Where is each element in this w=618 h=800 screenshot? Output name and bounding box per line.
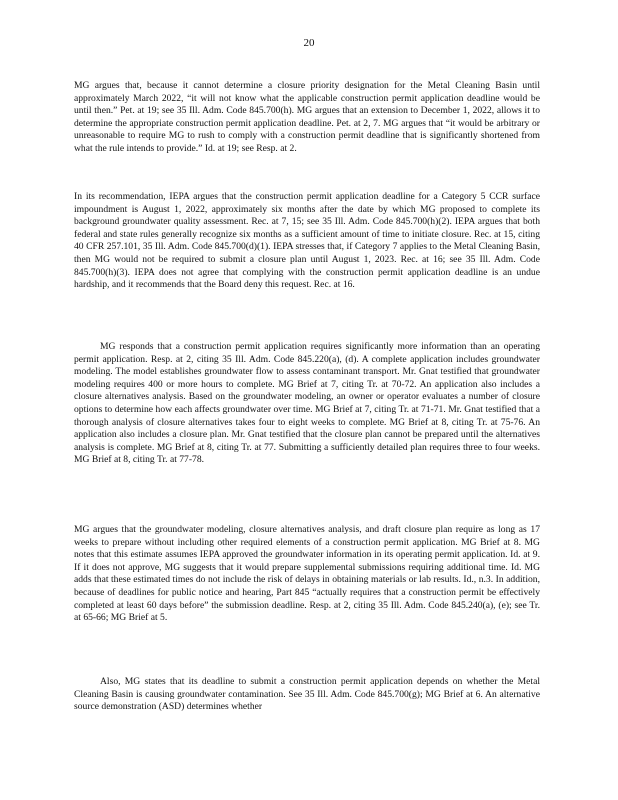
paragraph-2: In its recommendation, IEPA argues that the construction permit application deadline for a Category 5 CCR surface impoundment is August 1, 2022, approximately six months after the date by which MG proposed to complete its background groundwater quality assessment. Rec. at 7, 15; see 35 Ill. Adm. Code 845.700(h)(2). IEPA argues that both federal and state rules generally recognize six months as a sufficient amount of time to initiate closure. Rec. at 15, citing 40 CFR 257.101, 35 Ill. Adm. Code 845.700(d)(1). IEPA stresses that, if Category 7 applies to the Metal Cleaning Basin, then MG would not be required to submit a closure plan until August 1, 2023. Rec. at 16; see 35 Ill. Adm. Code 845.700(h)(3). IEPA does not agree that complying with the construction permit application deadline is an undue hardship, and it recommends that the Board deny this request. Rec. at 16. bbox=[74, 191, 540, 291]
paragraph-3: MG responds that a construction permit application requires significantly more information than an operating permit application. Resp. at 2, citing 35 Ill. Adm. Code 845.220(a), (d). A complete application includes groundwater modeling. The model establishes groundwater flow to assess contaminant transport. Mr. Gnat testified that groundwater modeling requires 400 or more hours to complete. MG Brief at 7, citing Tr. at 70-72. An application also includes a closure alternatives analysis. Based on the groundwater modeling, an owner or operator evaluates a number of closure options to determine how each affects groundwater over time. MG Brief at 7, citing Tr. at 71-71. Mr. Gnat testified that a thorough analysis of closure alternatives takes four to eight weeks to complete. MG Brief at 8, citing Tr. at 75-76. An application also includes a closure plan. Mr. Gnat testified that the closure plan cannot be prepared until the alternatives analysis is complete. MG Brief at 8, citing Tr. at 77. Submitting a sufficiently detailed plan requires three to four weeks. MG Brief at 8, citing Tr. at 77-78. bbox=[74, 341, 540, 466]
paragraph-5: Also, MG states that its deadline to submit a construction permit application depends on whether the Metal Cleaning Basin is causing groundwater contamination. See 35 Ill. Adm. Code 845.700(g); MG Brief at 6. An alternative source demonstration (ASD) determines whether bbox=[74, 676, 540, 713]
paragraph-4: MG argues that the groundwater modeling, closure alternatives analysis, and draft closure plan require as long as 17 weeks to prepare without including other required elements of a construction permit application. MG Brief at 8. MG notes that this estimate assumes IEPA approved the groundwater information in its operating permit application. Id. at 9. If it does not approve, MG suggests that it would prepare supplemental submissions requiring additional time. Id. MG adds that these estimated times do not include the risk of delays in obtaining materials or lab results. Id., n.3. In addition, because of deadlines for public notice and hearing, Part 845 “actually requires that a construction permit be effectively completed at least 60 days before” the submission deadline. Resp. at 2, citing 35 Ill. Adm. Code 845.240(a), (e); see Tr. at 65-66; MG Brief at 5. bbox=[74, 524, 540, 624]
page-number: 20 bbox=[303, 37, 315, 49]
paragraph-1: MG argues that, because it cannot determine a closure priority designation for the Metal Cleaning Basin until approximately March 2022, “it will not know what the applicable construction permit application deadline would be until then.” Pet. at 19; see 35 Ill. Adm. Code 845.700(h). MG argues that an extension to December 1, 2022, allows it to determine the appropriate construction permit application deadline. Pet. at 2, 7. MG argues that “it would be arbitrary or unreasonable to require MG to rush to comply with a construction permit deadline that is significantly shortened from what the rule intends to provide.” Id. at 19; see Resp. at 2. bbox=[74, 80, 540, 154]
